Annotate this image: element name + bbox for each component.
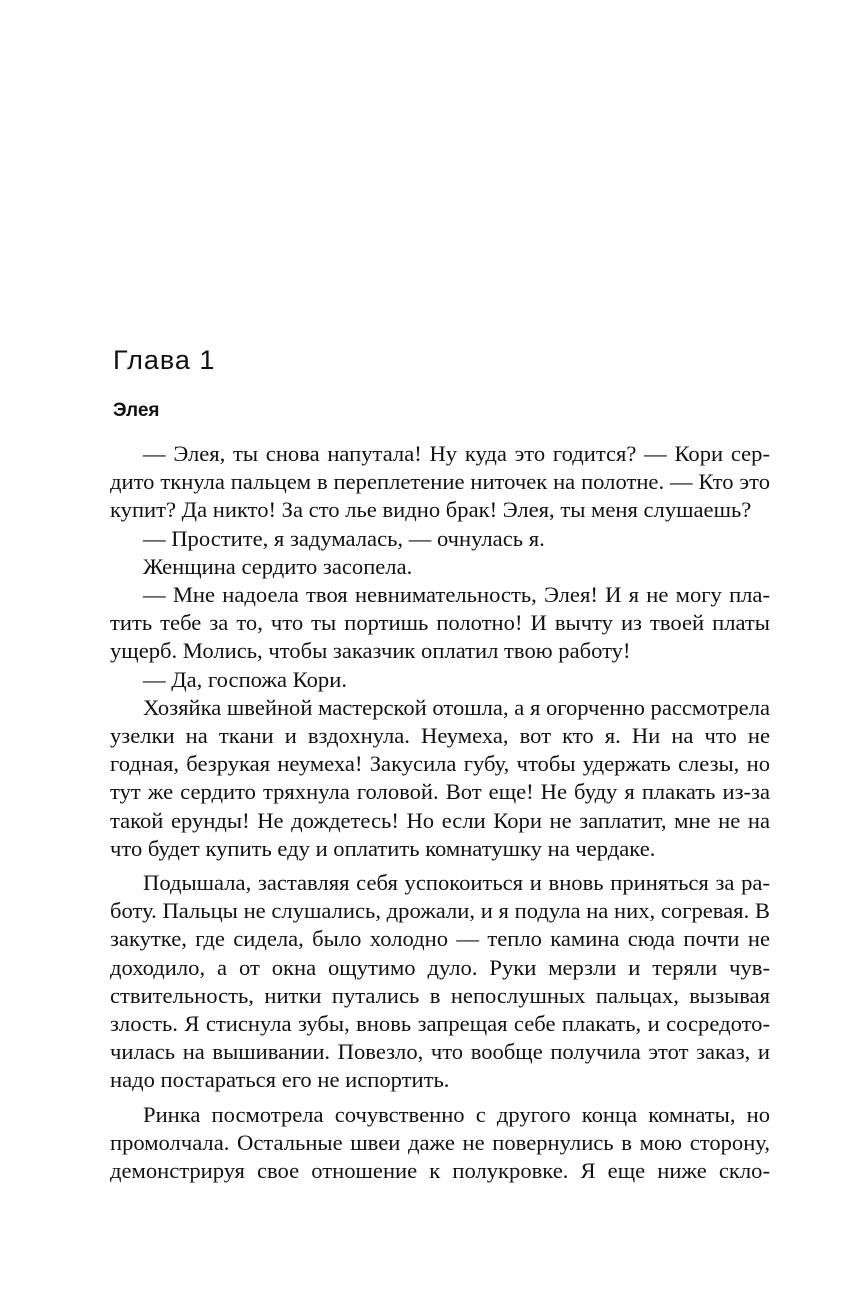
paragraph: Хозяйка швейной мастерской отошла, а я огорченно рассмотрела узелки на ткани и вздохнула. Неумеха, вот кто я. Ни на что не годная, безрукая неумеха! Закусила губу, чтобы удержать слезы, но тут же сердито тряхнула головой. Вот еще! Не буду я плакать из-за такой ерунды! Не дождетесь! Но если Кори не заплатит, мне не на что будет купить еду и оплатить комнатушку на чердаке. <box>110 694 770 861</box>
book-page <box>110 0 770 1311</box>
chapter-subtitle: Элея <box>113 400 160 421</box>
paragraph: — Элея, ты снова напутала! Ну куда это годится? — Кори сердито ткнула пальцем в переплетение ниточек на полотне. — Кто это купит? Да никто! За сто лье видно брак! Элея, ты меня слушаешь? <box>110 441 770 523</box>
paragraph: — Да, госпожа Кори. <box>143 666 347 692</box>
paragraph: Ринка посмотрела сочувственно с другого конца комнаты, но промолчала. Остальные швеи даже не повернулись в мою сторону, демонстрируя свое отношение к полукровке. Я еще ниже скло- <box>110 1101 770 1184</box>
paragraph: — Простите, я задумалась, — очнулась я. <box>143 525 545 551</box>
paragraph: Женщина сердито засопела. <box>143 553 413 579</box>
chapter-title: Глава 1 <box>113 345 216 375</box>
chapter-body <box>110 440 770 1185</box>
paragraph: — Мне надоела твоя невнимательность, Элея! И я не могу платить тебе за то, что ты портишь полотно! И вычту из твоей платы ущерб. Молись, чтобы заказчик оплатил твою работу! <box>110 582 770 664</box>
paragraph: Подышала, заставляя себя успокоиться и вновь приняться за работу. Пальцы не слушались, дрожали, и я подула на них, согревая. В закутке, где сидела, было холодно — тепло камина сюда почти не доходило, а от окна ощутимо дуло. Руки мерзли и теряли чувствительность, нитки путались в непослушных пальцах, вызывая злость. Я стиснула зубы, вновь запрещая себе плакать, и сосредоточилась на вышивании. Повезло, что вообще получила этот заказ, и надо постараться его не испортить. <box>110 870 770 1093</box>
